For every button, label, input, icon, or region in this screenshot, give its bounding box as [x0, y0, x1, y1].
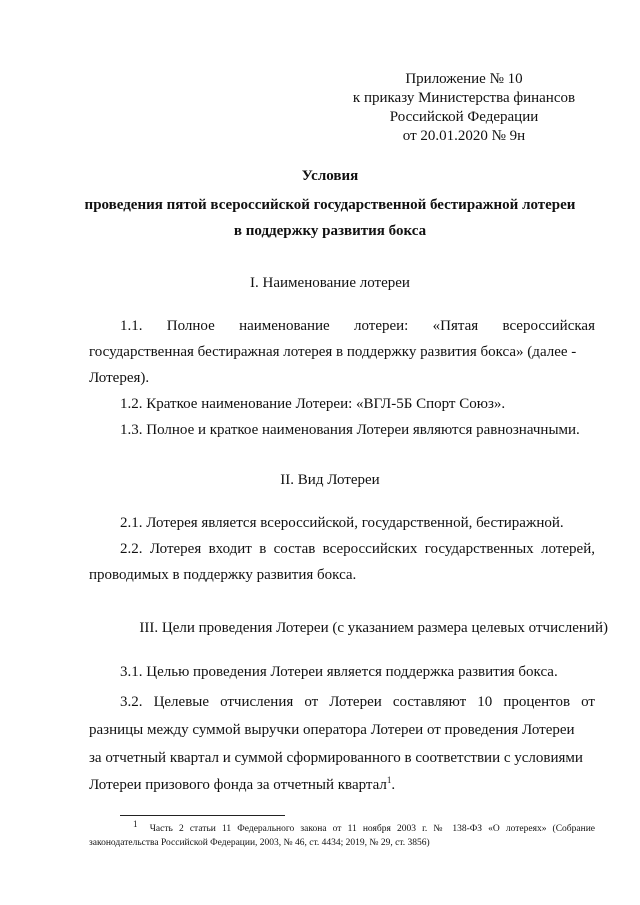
paragraph-1-2: 1.2. Краткое наименование Лотереи: «ВГЛ-5Б Спорт Союз».: [120, 396, 506, 412]
document-title: Условия: [301, 168, 359, 184]
section-heading-1: I. Наименование лотереи: [250, 275, 410, 291]
paragraph-3-2-line4: [89, 777, 395, 794]
appendix-order-ref: к приказу Министерства финансов: [352, 90, 576, 106]
document-subtitle-line2: в поддержку развития бокса: [233, 223, 427, 239]
paragraph-1-1-line3: Лотерея).: [89, 370, 150, 386]
word: Полное: [166, 318, 215, 334]
word: 3.2.: [120, 694, 143, 710]
word: наименование: [239, 318, 330, 334]
appendix-country: Российской Федерации: [389, 109, 539, 125]
paragraph-1-1-line1: [120, 318, 595, 335]
footnote-text: Часть 2 статьи 11 Федерального закона от 11 ноября 2003 г. № 138-ФЗ «О лотереях» (Собрание законодательства Российской Федерации, 2003, № 46, ст. 4434; 2019, № 29, ст. 3856): [89, 824, 595, 848]
word: Целевые: [153, 694, 210, 710]
word: входит: [208, 541, 252, 557]
paragraph-1-3: 1.3. Полное и краткое наименования Лотереи являются равнозначными.: [120, 422, 580, 438]
word: процентов: [503, 694, 571, 710]
paragraph-2-1: 2.1. Лотерея является всероссийской, государственной, бестиражной.: [120, 515, 564, 531]
word: состав: [273, 541, 316, 557]
word: отчисления: [220, 694, 294, 710]
word: от: [304, 694, 319, 710]
line-text: Лотереи призового фонда за отчетный квартал: [89, 777, 387, 793]
word: составляют: [392, 694, 467, 710]
footnote-mark: 1: [133, 818, 138, 829]
word: Лотереи: [329, 694, 382, 710]
word: «Пятая: [432, 318, 479, 334]
word: 2.2.: [120, 541, 143, 557]
document-subtitle-line1: проведения пятой всероссийской государственной бестиражной лотереи: [84, 197, 576, 213]
footnote-reference[interactable]: 1: [386, 775, 392, 785]
word: 1.1.: [120, 318, 143, 334]
footnote: [89, 818, 595, 850]
paragraph-3-2-line3: за отчетный квартал и суммой сформированного в соответствии с условиями: [89, 750, 583, 766]
paragraph-2-2-line1: [120, 541, 595, 558]
word: лотерей,: [541, 541, 595, 557]
section-heading-2: II. Вид Лотереи: [280, 472, 380, 488]
paragraph-1-1-line2: государственная бестиражная лотерея в поддержку развития бокса» (далее -: [89, 344, 577, 360]
word: всероссийская: [502, 318, 595, 334]
word: лотереи:: [354, 318, 409, 334]
word: Лотерея: [149, 541, 202, 557]
word: в: [259, 541, 267, 557]
paragraph-3-2-line2: разницы между суммой выручки оператора Лотереи от проведения Лотереи: [89, 722, 575, 738]
paragraph-3-1: 3.1. Целью проведения Лотереи является поддержка развития бокса.: [120, 664, 558, 680]
period: .: [391, 777, 396, 793]
paragraph-3-2-line1: [120, 694, 595, 711]
word: от: [581, 694, 595, 710]
paragraph-2-2-line2: проводимых в поддержку развития бокса.: [89, 567, 357, 583]
word: всероссийских: [322, 541, 418, 557]
footnote-divider: [120, 815, 285, 816]
word: 10: [477, 694, 493, 710]
appendix-number: Приложение № 10: [405, 71, 523, 87]
word: государственных: [424, 541, 534, 557]
appendix-date: от 20.01.2020 № 9н: [402, 128, 526, 144]
appendix-header: [344, 70, 584, 146]
section-heading-3: III. Цели проведения Лотереи (с указанием размера целевых отчислений): [139, 620, 608, 636]
